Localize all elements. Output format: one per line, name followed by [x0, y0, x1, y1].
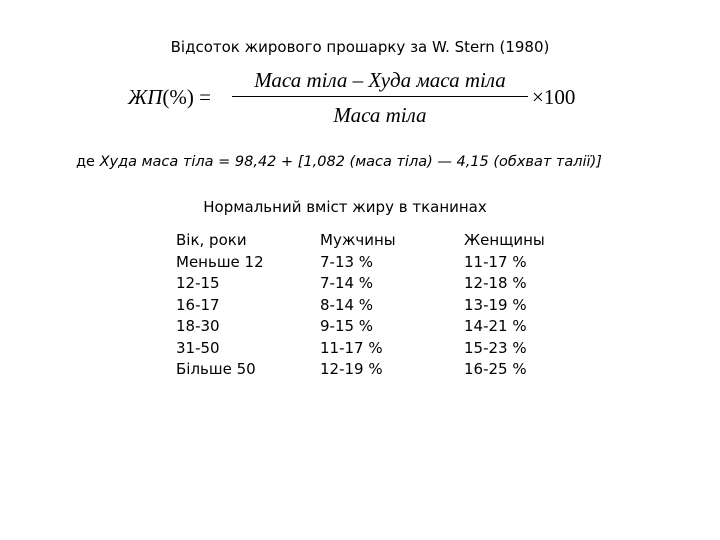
body-fat-formula — [128, 66, 598, 130]
table-cell: 16-17 — [176, 295, 220, 314]
table-cell: 13-19 % — [464, 295, 527, 314]
column-header: Женщины — [464, 231, 545, 249]
column-header: Вік, роки — [176, 231, 247, 249]
table-cell: 31-50 — [176, 338, 220, 357]
table-title: Нормальний вміст жиру в тканинах — [203, 198, 487, 216]
column-header: Мужчины — [320, 231, 396, 249]
table-cell: 12-19 % — [320, 360, 383, 378]
definition-expression: Худа маса тіла = 98,42 + [1,082 (маса тіла) — 4,15 (обхват талії)] — [99, 154, 602, 170]
column-women — [464, 230, 545, 381]
table-cell: 16-25 % — [464, 360, 527, 378]
table-cell: 11-17 % — [320, 338, 383, 357]
formula-lhs — [128, 85, 211, 110]
table-cell: 8-14 % — [320, 295, 374, 314]
table-cell: Більше 50 — [176, 360, 256, 378]
table-cell: 14-21 % — [464, 317, 527, 335]
table-cell: Меньше 12 — [176, 252, 264, 271]
formula-numerator: Маса тіла – Худа маса тіла — [254, 68, 506, 92]
table-cell: 15-23 % — [464, 338, 527, 357]
table-cell: 12-18 % — [464, 274, 527, 292]
definition-prefix: де — [76, 154, 100, 170]
formula-fraction — [232, 66, 528, 129]
table-cell: 12-15 — [176, 274, 220, 292]
lean-mass-definition — [76, 154, 602, 170]
column-men — [320, 230, 396, 381]
page-title: Відсоток жирового прошарку за W. Stern (1980) — [170, 38, 550, 56]
table-cell: 11-17 % — [464, 252, 527, 271]
column-age — [176, 230, 264, 381]
table-cell: 7-14 % — [320, 274, 374, 292]
formula-denominator: Маса тіла — [333, 103, 427, 127]
formula-lhs-rest: (%) = — [162, 85, 211, 109]
table-cell: 18-30 — [176, 317, 220, 335]
formula-lhs-symbol: ЖП — [128, 85, 163, 109]
fraction-bar — [232, 96, 528, 97]
table-cell: 9-15 % — [320, 317, 374, 335]
formula-multiplier: ×100 — [532, 85, 576, 109]
table-cell: 7-13 % — [320, 252, 374, 271]
